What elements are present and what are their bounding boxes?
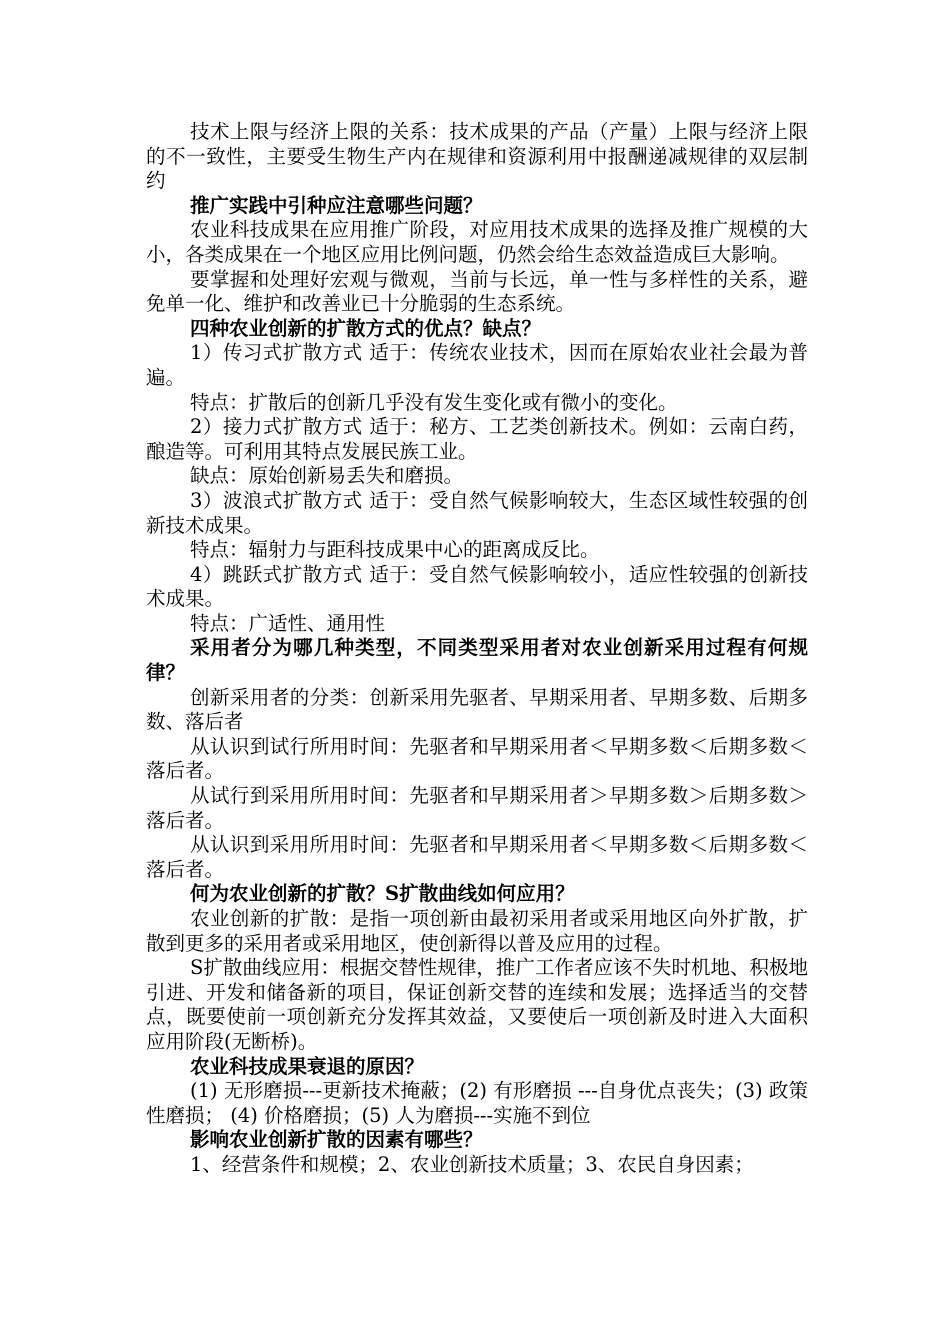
paragraph: S扩散曲线应用：根据交替性规律，推广工作者应该不失时机地、积极地引进、开发和储备新的项目，保证创新交替的连续和发展；选择适当的交替点，既要使前一项创新充分发挥其效益，又要使后一项创新及时进入大面积应用阶段(无断桥)。 — [146, 956, 808, 1053]
paragraph: 从试行到采用所用时间：先驱者和早期采用者＞早期多数＞后期多数＞落后者。 — [146, 784, 808, 832]
paragraph: 农业科技成果在应用推广阶段，对应用技术成果的选择及推广规模的大小，各类成果在一个地区应用比例问题，仍然会给生态效益造成巨大影响。 — [146, 218, 808, 266]
section-heading: 何为农业创新的扩散？S扩散曲线如何应用？ — [190, 882, 575, 906]
paragraph: 特点：广适性、通用性 — [190, 611, 386, 635]
paragraph: 从认识到试行所用时间：先驱者和早期采用者＜早期多数＜后期多数＜落后者。 — [146, 734, 808, 783]
section-heading: 影响农业创新扩散的因素有哪些？ — [190, 1128, 483, 1152]
paragraph: 特点：扩散后的创新几乎没有发生变化或有微小的变化。 — [190, 390, 678, 414]
paragraph: 要掌握和处理好宏观与微观，当前与长远，单一性与多样性的关系，避免单一化、维护和改善业已十分脆弱的生态系统。 — [146, 267, 808, 316]
paragraph: (1) 无形磨损---更新技术掩蔽；(2) 有形磨损 ---自身优点丧失；(3) 政策性磨损； (4) 价格磨损；(5) 人为磨损---实施不到位 — [146, 1079, 808, 1127]
paragraph: 2）接力式扩散方式 适于：秘方、工艺类创新技术。例如：云南白药，酿造等。可利用其特点发展民族工业。 — [146, 415, 808, 463]
paragraph: 农业创新的扩散：是指一项创新由最初采用者或采用地区向外扩散，扩散到更多的采用者或采用地区，使创新得以普及应用的过程。 — [146, 907, 808, 955]
paragraph: 1）传习式扩散方式 适于：传统农业技术，因而在原始农业社会最为普遍。 — [146, 341, 808, 389]
paragraph: 3）波浪式扩散方式 适于：受自然气候影响较大，生态区域性较强的创新技术成果。 — [146, 488, 808, 537]
section-heading: 采用者分为哪几种类型，不同类型采用者对农业创新采用过程有何规律？ — [146, 636, 808, 685]
section-heading: 四种农业创新的扩散方式的优点？缺点？ — [190, 316, 542, 340]
paragraph: 特点：辐射力与距科技成果中心的距离成反比。 — [190, 538, 600, 562]
section-heading: 推广实践中引种应注意哪些问题？ — [190, 193, 483, 217]
paragraph: 从认识到采用所用时间：先驱者和早期采用者＜早期多数＜后期多数＜落后者。 — [146, 833, 808, 881]
document-page — [146, 120, 808, 1178]
paragraph: 创新采用者的分类：创新采用先驱者、早期采用者、早期多数、后期多数、落后者 — [146, 685, 808, 734]
paragraph: 1、经营条件和规模；2、农业创新技术质量；3、农民自身因素； — [190, 1152, 754, 1176]
paragraph: 4）跳跃式扩散方式 适于：受自然气候影响较小，适应性较强的创新技术成果。 — [146, 562, 808, 611]
paragraph: 技术上限与经济上限的关系：技术成果的产品（产量）上限与经济上限的不一致性，主要受生物生产内在规律和资源利用中报酬递减规律的双层制约 — [146, 120, 808, 193]
section-heading: 农业科技成果衰退的原因？ — [190, 1054, 425, 1078]
paragraph: 缺点：原始创新易丢失和磨损。 — [190, 464, 464, 488]
